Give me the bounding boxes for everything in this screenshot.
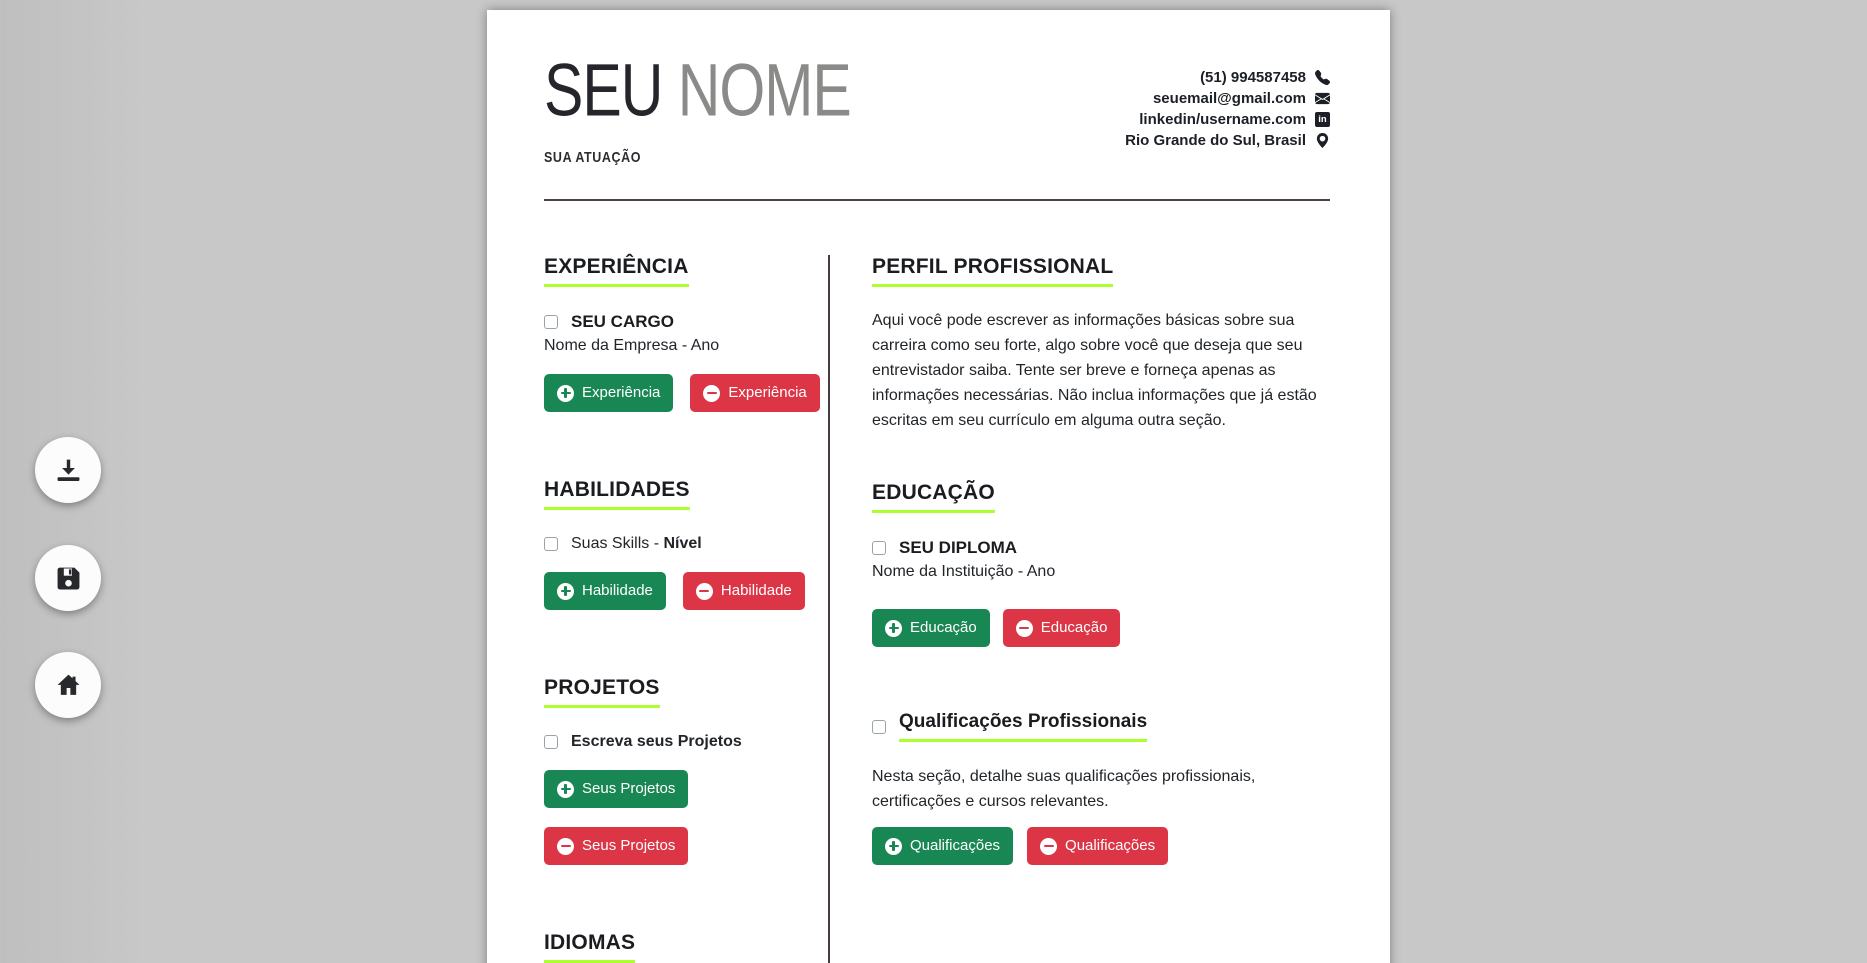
- plus-circle-icon: [557, 583, 574, 600]
- button-label: Seus Projetos: [582, 837, 676, 854]
- first-name[interactable]: SEU: [544, 48, 663, 133]
- name-block: [544, 48, 851, 166]
- contact-email-text[interactable]: seuemail@gmail.com: [1152, 90, 1306, 107]
- last-name[interactable]: NOME: [677, 48, 851, 133]
- add-experiencia-button[interactable]: [544, 374, 673, 412]
- button-label: Seus Projetos: [582, 780, 676, 797]
- role-subtitle[interactable]: SUA ATUAÇÃO: [544, 149, 642, 166]
- home-button[interactable]: [35, 652, 101, 718]
- header-divider: [544, 199, 1330, 201]
- add-qualificacoes-button[interactable]: [872, 827, 1013, 865]
- section-title-idiomas: IDIOMAS: [544, 931, 635, 963]
- section-title-qualificacoes: Qualificações Profissionais: [899, 711, 1147, 742]
- plus-circle-icon: [885, 620, 902, 637]
- remove-experiencia-button[interactable]: [690, 374, 819, 412]
- minus-circle-icon: [557, 838, 574, 855]
- save-button[interactable]: [35, 545, 101, 611]
- company-year[interactable]: Nome da Empresa - Ano: [544, 337, 720, 354]
- plus-circle-icon: [885, 838, 902, 855]
- button-label: Qualificações: [910, 837, 1001, 854]
- section-qualificacoes: [872, 711, 1330, 865]
- button-label: Qualificações: [1065, 837, 1156, 854]
- phone-icon: [1315, 70, 1330, 85]
- button-label: Educação: [1040, 619, 1108, 636]
- resume-columns: [544, 255, 1330, 963]
- qualificacoes-body-text[interactable]: Nesta seção, detalhe suas qualificações profissionais, certificações e cursos relevantes.: [872, 768, 1256, 810]
- page-title[interactable]: [544, 48, 851, 133]
- contact-linkedin-text[interactable]: linkedin/username.com: [1139, 111, 1306, 128]
- linkedin-icon: in: [1315, 112, 1330, 127]
- habilidades-item-checkbox[interactable]: [544, 537, 558, 551]
- qualificacoes-title-row: [872, 711, 1330, 742]
- contact-phone-text[interactable]: (51) 994587458: [1200, 69, 1306, 86]
- job-title[interactable]: SEU CARGO: [571, 312, 674, 331]
- habilidades-item-row: [544, 535, 828, 553]
- contact-phone: [1125, 67, 1330, 88]
- section-habilidades: [544, 478, 828, 610]
- save-icon: [56, 566, 81, 591]
- button-label: Habilidade: [582, 582, 653, 599]
- remove-educacao-button[interactable]: [1003, 609, 1121, 647]
- contact-linkedin: [1125, 109, 1330, 130]
- button-label: Experiência: [728, 384, 807, 401]
- plus-circle-icon: [557, 385, 574, 402]
- home-icon: [56, 673, 81, 698]
- envelope-icon: [1315, 91, 1330, 106]
- button-label: Educação: [910, 619, 977, 636]
- section-title-habilidades: HABILIDADES: [544, 478, 690, 510]
- section-educacao: [872, 481, 1330, 647]
- section-projetos: [544, 676, 828, 865]
- educacao-buttons: [872, 609, 1330, 647]
- plus-circle-icon: [557, 781, 574, 798]
- add-habilidade-button[interactable]: [544, 572, 666, 610]
- educacao-item-row: [872, 538, 1330, 558]
- project-text[interactable]: Escreva seus Projetos: [571, 733, 742, 750]
- habilidades-buttons: [544, 572, 828, 610]
- button-label: Habilidade: [720, 582, 792, 599]
- diploma-title[interactable]: SEU DIPLOMA: [899, 538, 1018, 557]
- experiencia-item-row: [544, 312, 828, 332]
- download-button[interactable]: [35, 437, 101, 503]
- right-column: [872, 255, 1330, 963]
- experiencia-item-checkbox[interactable]: [544, 315, 558, 329]
- minus-circle-icon: [696, 583, 713, 600]
- section-experiencia: [544, 255, 828, 412]
- projetos-item-row: [544, 733, 828, 751]
- left-column: [544, 255, 828, 963]
- projetos-item-checkbox[interactable]: [544, 735, 558, 749]
- section-title-projetos: PROJETOS: [544, 676, 660, 708]
- projetos-buttons: [544, 770, 828, 865]
- contact-location: [1125, 130, 1330, 151]
- minus-circle-icon: [1040, 838, 1057, 855]
- educacao-item-checkbox[interactable]: [872, 541, 886, 555]
- resume-page: [487, 10, 1390, 963]
- section-idiomas: [544, 931, 828, 963]
- contact-email: [1125, 88, 1330, 109]
- remove-habilidade-button[interactable]: [683, 572, 805, 610]
- experiencia-buttons: [544, 374, 828, 412]
- minus-circle-icon: [703, 385, 720, 402]
- section-title-perfil: PERFIL PROFISSIONAL: [872, 255, 1113, 287]
- remove-projetos-button[interactable]: [544, 827, 688, 865]
- column-divider: [828, 255, 830, 963]
- institution-year[interactable]: Nome da Instituição - Ano: [872, 563, 1056, 580]
- remove-qualificacoes-button[interactable]: [1027, 827, 1168, 865]
- minus-circle-icon: [1016, 620, 1033, 637]
- location-pin-icon: [1315, 133, 1330, 148]
- contact-location-text[interactable]: Rio Grande do Sul, Brasil: [1125, 132, 1306, 149]
- section-perfil: [872, 255, 1330, 433]
- section-title-experiencia: EXPERIÊNCIA: [544, 255, 689, 287]
- qualificacoes-buttons: [872, 827, 1330, 865]
- qualificacoes-checkbox[interactable]: [872, 720, 886, 734]
- skill-text[interactable]: Suas Skills - Nível: [571, 535, 702, 552]
- download-icon: [56, 458, 81, 483]
- resume-header: [544, 48, 1330, 166]
- add-projetos-button[interactable]: [544, 770, 688, 808]
- contact-block: [1125, 67, 1330, 165]
- perfil-body-text[interactable]: Aqui você pode escrever as informações básicas sobre sua carreira como seu forte, algo sobre você que deseja que seu entrevistador saiba. Tente ser breve e forneça apenas as informações necessárias. Não inclua informações que já estão escritas em seu currículo em alguma outra seção.: [872, 312, 1317, 429]
- button-label: Experiência: [582, 384, 661, 401]
- add-educacao-button[interactable]: [872, 609, 990, 647]
- section-title-educacao: EDUCAÇÃO: [872, 481, 995, 513]
